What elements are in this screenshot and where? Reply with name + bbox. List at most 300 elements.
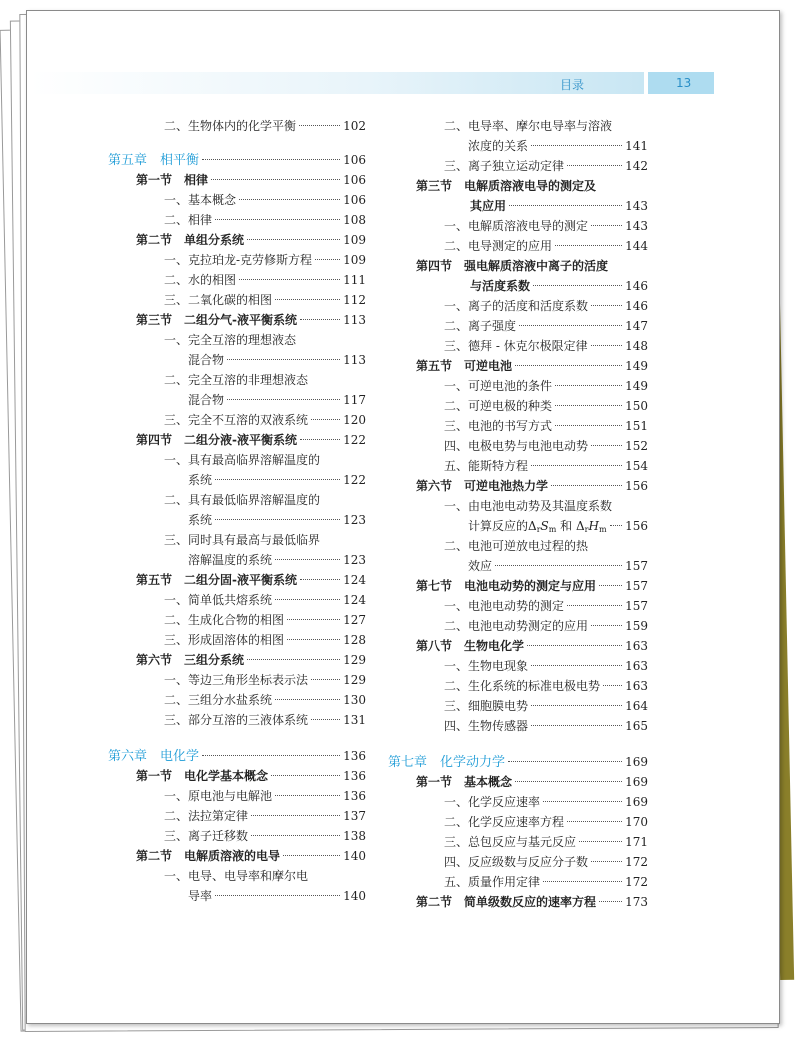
toc-entry-title: 混合物 <box>188 353 225 367</box>
toc-entry-title: 四、反应级数与反应分子数 <box>444 855 589 869</box>
dot-leader <box>531 665 622 666</box>
toc-entry-line <box>444 316 648 336</box>
toc-entry-title: 一、电导、电导率和摩尔电 <box>164 869 309 883</box>
toc-item-entry[interactable] <box>388 872 648 892</box>
toc-item-entry[interactable] <box>388 852 648 872</box>
dot-leader <box>215 219 340 220</box>
toc-page-number: 151 <box>625 419 648 433</box>
toc-entry-line <box>164 290 366 310</box>
toc-page-number: 170 <box>625 815 648 829</box>
toc-item-continuation[interactable] <box>108 390 366 410</box>
toc-entry-title: 三、二氧化碳的相图 <box>164 293 273 307</box>
dot-leader <box>531 705 622 706</box>
toc-page-number: 122 <box>343 473 366 487</box>
toc-page-number: 169 <box>625 775 648 789</box>
toc-section-entry[interactable] <box>108 430 366 450</box>
dot-leader <box>599 901 622 902</box>
toc-entry-line <box>444 812 648 832</box>
toc-page-number: 150 <box>625 399 648 413</box>
toc-item-entry[interactable] <box>108 250 366 270</box>
toc-page-number: 108 <box>343 213 366 227</box>
toc-page-number: 128 <box>343 633 366 647</box>
toc-entry-line <box>416 892 648 912</box>
toc-item-entry[interactable] <box>388 316 648 336</box>
dot-leader <box>247 659 340 660</box>
toc-item-entry[interactable] <box>108 670 366 690</box>
toc-entry-title: 第六章 电化学 <box>108 749 200 764</box>
toc-item-entry[interactable] <box>108 330 366 350</box>
dot-leader <box>591 305 622 306</box>
toc-item-entry[interactable] <box>388 792 648 812</box>
dot-leader <box>515 365 622 366</box>
toc-item-continuation[interactable] <box>388 556 648 576</box>
toc-entry-title: 第六节 三组分系统 <box>136 653 245 667</box>
toc-entry-line <box>164 116 366 136</box>
toc-page-number: 172 <box>625 875 648 889</box>
toc-item-entry[interactable] <box>388 496 648 516</box>
toc-page-number: 169 <box>625 795 648 809</box>
dot-leader <box>599 585 622 586</box>
toc-chapter-entry[interactable] <box>108 746 366 766</box>
toc-section-entry[interactable] <box>108 846 366 866</box>
toc-section-continuation[interactable] <box>388 276 648 296</box>
dot-leader <box>610 525 623 526</box>
dot-leader <box>519 325 622 326</box>
toc-entry-line <box>444 396 648 416</box>
dot-leader <box>555 425 622 426</box>
toc-page-number: 111 <box>343 273 366 287</box>
toc-page-number: 120 <box>343 413 366 427</box>
dot-leader <box>300 579 340 580</box>
dot-leader <box>543 881 622 882</box>
toc-spacer <box>388 736 648 752</box>
toc-item-entry[interactable] <box>108 116 366 136</box>
toc-page-number: 136 <box>343 769 366 783</box>
toc-item-entry[interactable] <box>388 296 648 316</box>
toc-section-entry[interactable] <box>388 356 648 376</box>
toc-section-entry[interactable] <box>108 650 366 670</box>
toc-page-number: 112 <box>343 293 366 307</box>
toc-page-number: 140 <box>343 889 366 903</box>
toc-section-entry[interactable] <box>388 772 648 792</box>
toc-item-entry[interactable] <box>388 216 648 236</box>
toc-entry-line <box>164 190 366 210</box>
toc-section-entry[interactable] <box>108 310 366 330</box>
toc-entry-line <box>164 590 366 610</box>
toc-section-entry[interactable] <box>388 576 648 596</box>
toc-page-number: 137 <box>343 809 366 823</box>
dot-leader <box>591 861 622 862</box>
dot-leader <box>543 801 622 802</box>
toc-item-entry[interactable] <box>108 290 366 310</box>
dot-leader <box>215 895 340 896</box>
toc-page-number: 157 <box>625 559 648 573</box>
dot-leader <box>239 199 340 200</box>
toc-section-entry[interactable] <box>388 476 648 496</box>
dot-leader <box>527 645 622 646</box>
toc-page-number: 149 <box>625 359 648 373</box>
toc-entry-title: 四、电极电势与电池电动势 <box>444 439 589 453</box>
toc-entry-line <box>416 356 648 376</box>
toc-entry-title: 第二节 电解质溶液的电导 <box>136 849 281 863</box>
toc-entry-line <box>136 846 366 866</box>
toc-entry-title: 三、细胞膜电势 <box>444 699 529 713</box>
toc-entry-line <box>444 676 648 696</box>
toc-entry-title: 第四节 强电解质溶液中离子的活度 <box>416 259 609 273</box>
toc-item-entry[interactable] <box>388 616 648 636</box>
toc-item-entry[interactable] <box>108 490 366 510</box>
dot-leader <box>287 639 340 640</box>
toc-entry-title: 二、水的相图 <box>164 273 237 287</box>
toc-entry-line <box>136 430 366 450</box>
toc-entry-line <box>444 416 648 436</box>
toc-entry-line <box>164 690 366 710</box>
dot-leader <box>579 841 622 842</box>
toc-entry-title: 导率 <box>188 889 213 903</box>
toc-page-number: 109 <box>343 233 366 247</box>
toc-entry-title: 三、德拜 - 休克尔极限定律 <box>444 339 588 353</box>
toc-entry-title: 二、电池电动势测定的应用 <box>444 619 589 633</box>
toc-item-entry[interactable] <box>388 656 648 676</box>
dot-leader <box>311 679 340 680</box>
toc-entry-title: 三、电池的书写方式 <box>444 419 553 433</box>
toc-entry-line <box>444 616 648 636</box>
toc-entry-line <box>388 752 648 773</box>
toc-entry-line <box>164 410 366 430</box>
formula-subscript: r <box>536 525 541 534</box>
dot-leader <box>227 399 340 400</box>
toc-entry-title: 三、同时具有最高与最低临界 <box>164 533 321 547</box>
toc-section-entry[interactable] <box>388 176 648 196</box>
toc-entry-title: 混合物 <box>188 393 225 407</box>
dot-leader <box>551 485 622 486</box>
toc-entry-line <box>468 556 648 576</box>
toc-item-entry[interactable] <box>388 236 648 256</box>
dot-leader <box>591 445 622 446</box>
toc-entry-line <box>164 610 366 630</box>
toc-item-entry[interactable] <box>108 610 366 630</box>
toc-page-number: 123 <box>343 513 366 527</box>
toc-entry-title: 二、电导测定的应用 <box>444 239 553 253</box>
dot-leader <box>508 761 622 762</box>
toc-item-entry[interactable] <box>388 156 648 176</box>
toc-entry-title: 二、电导率、摩尔电导率与溶液 <box>444 119 613 133</box>
toc-entry-line <box>164 866 366 886</box>
toc-entry-line <box>444 716 648 736</box>
toc-entry-line <box>136 170 366 190</box>
toc-item-continuation[interactable] <box>388 136 648 156</box>
toc-entry-title: 一、电池电动势的测定 <box>444 599 565 613</box>
dot-leader <box>311 419 340 420</box>
toc-entry-title: 二、三组分水盐系统 <box>164 693 273 707</box>
toc-page-number: 131 <box>343 713 366 727</box>
dot-leader <box>531 725 622 726</box>
toc-page-number: 106 <box>343 173 366 187</box>
toc-entry-line <box>444 596 648 616</box>
toc-item-entry[interactable] <box>388 716 648 736</box>
toc-item-entry[interactable] <box>108 630 366 650</box>
toc-entry-line <box>188 470 366 490</box>
toc-page-number: 156 <box>625 479 648 493</box>
toc-entry-line <box>164 530 366 550</box>
dot-leader <box>275 559 340 560</box>
dot-leader <box>215 519 340 520</box>
toc-page-number: 127 <box>343 613 366 627</box>
toc-item-entry[interactable] <box>388 396 648 416</box>
dot-leader <box>300 439 340 440</box>
dot-leader <box>287 619 340 620</box>
dot-leader <box>202 755 340 756</box>
dot-leader <box>283 855 340 856</box>
toc-page-number: 157 <box>625 579 648 593</box>
toc-entry-line <box>164 806 366 826</box>
toc-item-continuation[interactable] <box>108 470 366 490</box>
toc-entry-line <box>188 886 366 906</box>
toc-item-entry[interactable] <box>108 530 366 550</box>
dot-leader <box>275 699 340 700</box>
toc-entry-line <box>136 650 366 670</box>
toc-item-entry[interactable] <box>108 806 366 826</box>
toc-entry-title: 一、原电池与电解池 <box>164 789 273 803</box>
toc-page-number: 144 <box>625 239 648 253</box>
toc-entry-line <box>136 570 366 590</box>
toc-page-number: 163 <box>625 639 648 653</box>
toc-item-entry[interactable] <box>388 832 648 852</box>
formula-variable: H <box>588 519 599 533</box>
toc-entry-line <box>444 116 648 136</box>
toc-entry-line <box>108 150 366 171</box>
toc-page-number: 164 <box>625 699 648 713</box>
dot-leader <box>591 625 622 626</box>
toc-item-entry[interactable] <box>108 690 366 710</box>
toc-entry-line <box>444 656 648 676</box>
toc-entry-title: 二、生物体内的化学平衡 <box>164 119 297 133</box>
dot-leader <box>239 279 340 280</box>
toc-section-entry[interactable] <box>108 570 366 590</box>
toc-section-entry[interactable] <box>388 636 648 656</box>
toc-section-entry[interactable] <box>108 766 366 786</box>
toc-column-right <box>388 116 648 912</box>
toc-item-entry[interactable] <box>388 696 648 716</box>
toc-entry-title: 二、生化系统的标准电极电势 <box>444 679 601 693</box>
toc-item-entry[interactable] <box>108 410 366 430</box>
toc-item-entry[interactable] <box>388 676 648 696</box>
toc-entry-title: 系统 <box>188 473 213 487</box>
toc-entry-title: 二、生成化合物的相图 <box>164 613 285 627</box>
toc-item-entry[interactable] <box>108 866 366 886</box>
toc-entry-line <box>136 766 366 786</box>
toc-item-entry[interactable] <box>388 596 648 616</box>
toc-item-continuation[interactable] <box>108 550 366 570</box>
toc-entry-title: 第五节 二组分固-液平衡系统 <box>136 573 297 587</box>
toc-entry-line <box>444 496 648 516</box>
toc-page-number: 113 <box>343 313 366 327</box>
toc-entry-title: 三、离子独立运动定律 <box>444 159 565 173</box>
toc-item-entry[interactable] <box>108 370 366 390</box>
dot-leader <box>300 319 340 320</box>
toc-entry-line <box>444 336 648 356</box>
toc-spacer <box>108 136 366 150</box>
toc-page-number: 136 <box>343 789 366 803</box>
toc-entry-line <box>164 250 366 270</box>
toc-page-number: 138 <box>343 829 366 843</box>
toc-entry-line <box>188 550 366 570</box>
dot-leader <box>555 245 622 246</box>
dot-leader <box>567 605 622 606</box>
toc-section-continuation[interactable] <box>388 196 648 216</box>
toc-page-number: 147 <box>625 319 648 333</box>
toc-item-entry[interactable] <box>388 436 648 456</box>
dot-leader <box>515 781 622 782</box>
toc-entry-line <box>470 196 648 216</box>
dot-leader <box>247 239 340 240</box>
dot-leader <box>555 385 622 386</box>
toc-item-entry[interactable] <box>108 590 366 610</box>
toc-entry-title: 一、由电池电动势及其温度系数 <box>444 499 613 513</box>
toc-page-number: 154 <box>625 459 648 473</box>
toc-entry-title: 一、等边三角形坐标表示法 <box>164 673 309 687</box>
toc-page-number: 113 <box>343 353 366 367</box>
toc-page-number: 149 <box>625 379 648 393</box>
dot-leader <box>567 821 622 822</box>
toc-entry-line <box>164 710 366 730</box>
toc-entry-line <box>444 216 648 236</box>
toc-section-entry[interactable] <box>108 230 366 250</box>
toc-page-number: 124 <box>343 593 366 607</box>
toc-section-entry[interactable] <box>108 170 366 190</box>
toc-item-continuation[interactable] <box>108 886 366 906</box>
toc-chapter-entry[interactable] <box>388 752 648 772</box>
dot-leader <box>495 565 622 566</box>
toc-entry-line <box>416 576 648 596</box>
toc-entry-title: 一、化学反应速率 <box>444 795 541 809</box>
toc-spacer <box>108 730 366 746</box>
toc-page-number: 129 <box>343 653 366 667</box>
toc-page-number: 109 <box>343 253 366 267</box>
dot-leader <box>211 179 340 180</box>
toc-item-entry[interactable] <box>388 536 648 556</box>
dot-leader <box>275 599 340 600</box>
toc-page-number: 171 <box>625 835 648 849</box>
toc-page-number: 124 <box>343 573 366 587</box>
toc-entry-line <box>444 156 648 176</box>
toc-page-number: 157 <box>625 599 648 613</box>
toc-entry-line <box>416 476 648 496</box>
toc-entry-line <box>444 376 648 396</box>
toc-chapter-entry[interactable] <box>108 150 366 170</box>
toc-item-entry[interactable] <box>388 812 648 832</box>
dot-leader <box>315 259 340 260</box>
toc-entry-title: 三、部分互溶的三液体系统 <box>164 713 309 727</box>
toc-entry-line <box>164 826 366 846</box>
toc-entry-line <box>444 696 648 716</box>
toc-item-entry[interactable] <box>108 710 366 730</box>
toc-item-entry[interactable] <box>388 456 648 476</box>
header-label: 目录 <box>560 78 585 92</box>
header-bar <box>30 72 644 94</box>
toc-entry-title: 浓度的关系 <box>468 139 529 153</box>
toc-page-number: 165 <box>625 719 648 733</box>
toc-entry-title: 二、相律 <box>164 213 213 227</box>
toc-entry-title: 三、完全不互溶的双液系统 <box>164 413 309 427</box>
toc-item-entry[interactable] <box>108 210 366 230</box>
dot-leader <box>299 125 340 126</box>
toc-section-entry[interactable] <box>388 892 648 912</box>
toc-entry-title: 一、简单低共熔系统 <box>164 593 273 607</box>
toc-page-number: 173 <box>625 895 648 909</box>
toc-item-entry[interactable] <box>108 826 366 846</box>
toc-entry-line <box>188 510 366 530</box>
toc-item-entry[interactable] <box>108 786 366 806</box>
toc-entry-title: 其应用 <box>470 199 507 213</box>
toc-item-entry[interactable] <box>108 450 366 470</box>
toc-entry-line <box>164 670 366 690</box>
toc-item-entry[interactable] <box>388 116 648 136</box>
toc-entry-line <box>470 276 648 296</box>
dot-leader <box>202 159 340 160</box>
formula-subscript: m <box>548 525 557 534</box>
toc-page-number: 142 <box>625 159 648 173</box>
dot-leader <box>591 345 622 346</box>
toc-entry-title: 二、完全互溶的非理想液态 <box>164 373 309 387</box>
toc-page-number: 163 <box>625 679 648 693</box>
toc-item-continuation[interactable] <box>388 516 648 536</box>
toc-item-entry[interactable] <box>388 336 648 356</box>
toc-page-number: 123 <box>343 553 366 567</box>
dot-leader <box>567 165 622 166</box>
toc-entry-line <box>188 390 366 410</box>
toc-entry-title: 五、能斯特方程 <box>444 459 529 473</box>
toc-entry-title: 效应 <box>468 559 493 573</box>
toc-entry-title: 第五章 相平衡 <box>108 153 200 168</box>
dot-leader <box>531 465 622 466</box>
toc-entry-title: 第六节 可逆电池热力学 <box>416 479 549 493</box>
toc-entry-line <box>444 296 648 316</box>
toc-page-number: 156 <box>625 519 648 533</box>
dot-leader <box>227 359 340 360</box>
toc-entry-line <box>468 136 648 156</box>
toc-entry-title: 四、生物传感器 <box>444 719 529 733</box>
toc-page-number: 141 <box>625 139 648 153</box>
toc-entry-line <box>416 176 648 196</box>
page-number: 13 <box>676 76 692 90</box>
toc-entry-title: 一、离子的活度和活度系数 <box>444 299 589 313</box>
toc-entry-title: 二、离子强度 <box>444 319 517 333</box>
toc-item-continuation[interactable] <box>108 350 366 370</box>
toc-item-continuation[interactable] <box>108 510 366 530</box>
dot-leader <box>311 719 340 720</box>
toc-entry-line <box>164 330 366 350</box>
toc-entry-line <box>444 852 648 872</box>
dot-leader <box>603 685 622 686</box>
toc-entry-title: 第七章 化学动力学 <box>388 755 506 770</box>
toc-entry-line <box>444 536 648 556</box>
toc-item-entry[interactable] <box>388 416 648 436</box>
toc-entry-line <box>164 450 366 470</box>
toc-entry-title: 一、可逆电池的条件 <box>444 379 553 393</box>
dot-leader <box>591 225 622 226</box>
formula-connector: 和 <box>556 519 576 533</box>
toc-entry-title: 一、克拉珀龙-克劳修斯方程 <box>164 253 313 267</box>
toc-item-entry[interactable] <box>388 376 648 396</box>
dot-leader <box>251 835 340 836</box>
toc-item-entry[interactable] <box>108 270 366 290</box>
toc-item-entry[interactable] <box>108 190 366 210</box>
toc-entry-title: 与活度系数 <box>470 279 531 293</box>
toc-section-entry[interactable] <box>388 256 648 276</box>
toc-entry-line <box>416 636 648 656</box>
toc-entry-line <box>136 310 366 330</box>
